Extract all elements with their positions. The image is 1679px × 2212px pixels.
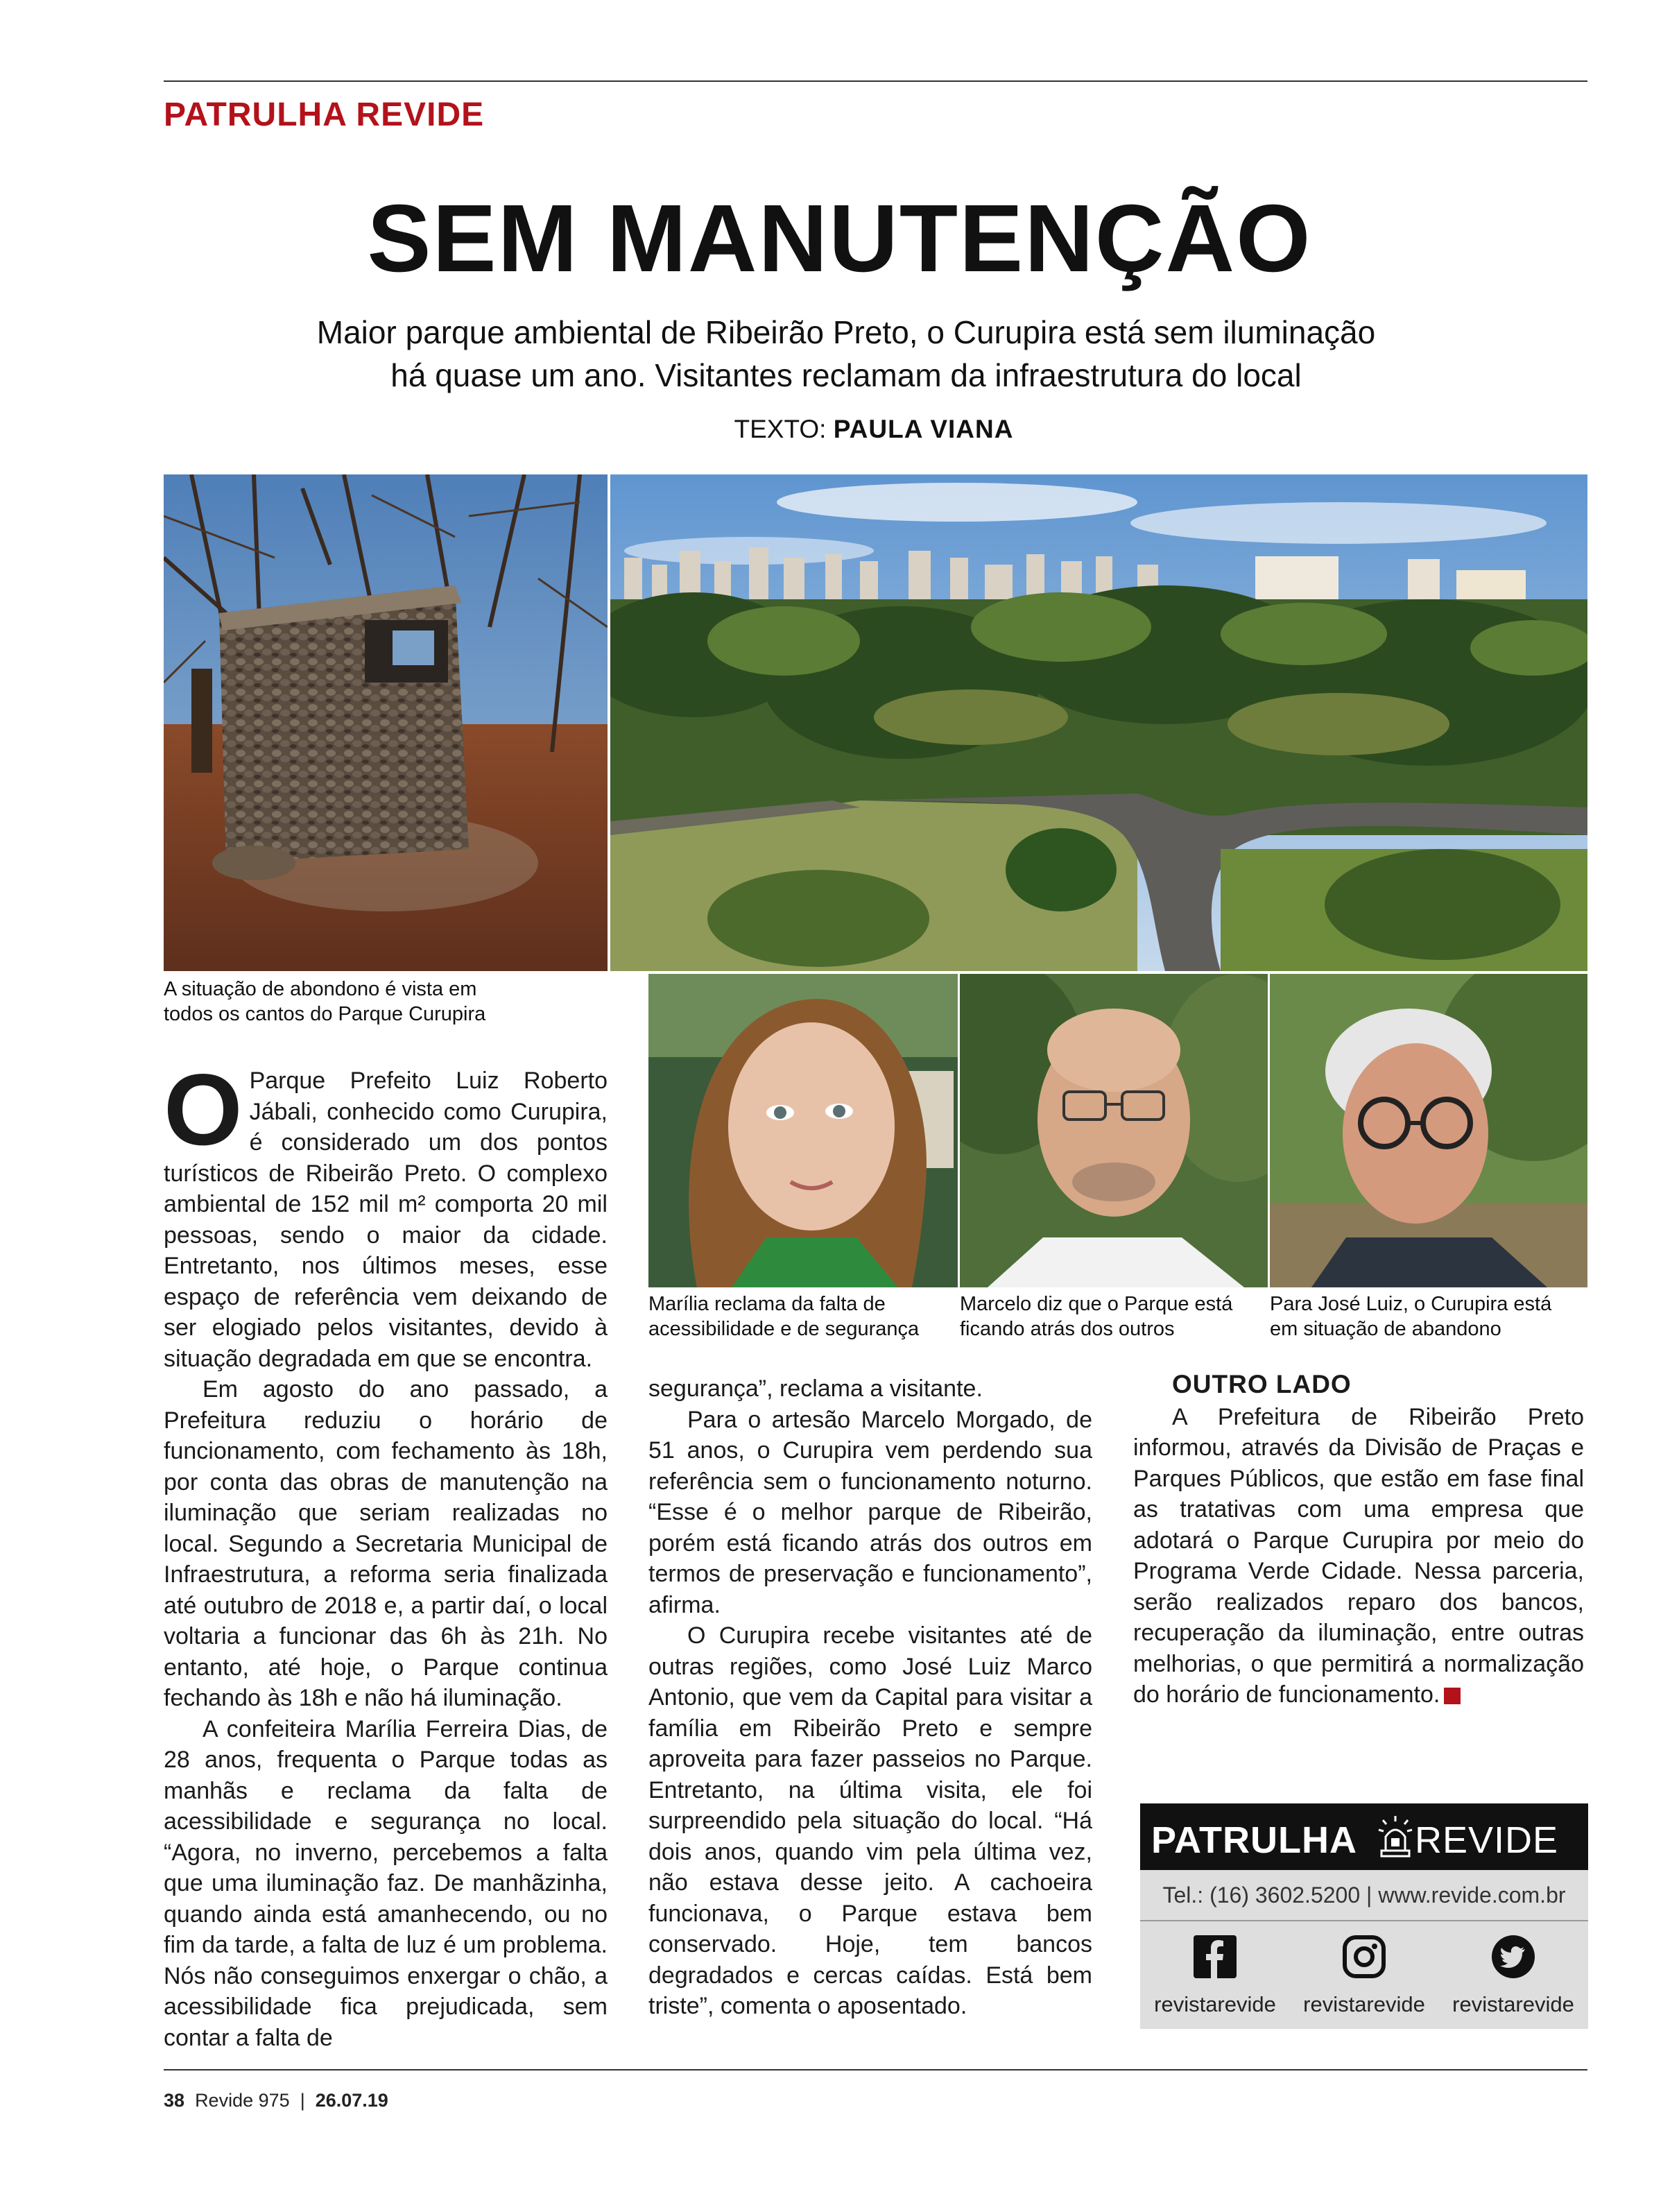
social-twitter[interactable] [1444,1935,1583,2017]
issue-date: 26.07.19 [315,2090,388,2111]
paragraph-text: A Prefeitura de Ribeirão Preto informou, através da Divisão de Praças e Parques Públicos, que estão em fase final as tratativas com uma empresa que adotará o Parque Curupira por meio do Programa Verde Cidade. Nessa parceria, serão realizados reparo dos bancos, recuperação da iluminação, entre outras melhorias, o que permitirá a normalização do horário de funcionamento. [1133,1403,1584,1708]
social-handle: revistarevide [1154,1992,1276,2016]
patrulha-promo-box [1140,1803,1588,2029]
headline: SEM MANUTENÇÃO [367,185,1312,292]
ruin-photo-caption [164,977,485,1027]
social-facebook[interactable] [1146,1935,1284,2017]
paragraph [164,1053,608,1374]
byline [0,415,1679,444]
twitter-icon [1492,1935,1535,1978]
page-number: 38 [164,2090,185,2111]
caption-line: Marília reclama da falta de [648,1293,886,1315]
paragraph: Para o artesão Marcelo Morgado, de 51 anos, o Curupira vem perdendo sua referência sem o funcionamento noturno. “Esse é o melhor parque de Ribeirão, porém está ficando atrás dos outros em termos de preservação e funcionamento”, afirma. [648,1406,1092,1618]
byline-author: PAULA VIANA [833,415,1014,443]
ruin-photo [164,474,608,971]
social-handle: revistarevide [1452,1992,1574,2016]
promo-contact: Tel.: (16) 3602.5200 | www.revide.com.br [1162,1883,1566,1907]
bottom-rule [164,2069,1587,2070]
caption-line: A situação de abondono é vista em [164,978,477,1000]
caption-line: acessibilidade e de segurança [648,1318,920,1340]
jose-portrait [1270,974,1587,1287]
body-column-3 [1133,1369,1584,1711]
caption-line: Para José Luiz, o Curupira está [1270,1293,1552,1315]
caption-line: ficando atrás dos outros [960,1318,1175,1340]
promo-header [1140,1803,1588,1870]
end-mark-icon: R [1444,1688,1461,1704]
instagram-icon [1343,1935,1386,1978]
promo-divider [1140,1920,1588,1921]
paragraph [1133,1402,1584,1711]
paragraph-text: Parque Prefeito Luiz Roberto Jábali, conhecido como Curupira, é considerado um dos pontos turísticos de Ribeirão Preto. O complexo ambiental de 152 mil m² comporta 20 mil pessoas, sendo o maior da cidade. Entretanto, nos últimos meses, esse espaço de referência vem deixando de ser elogiado pelos visitantes, devido à situação degradada em que se encontra. [164,1068,608,1372]
marcelo-caption [960,1292,1232,1341]
magazine-issue: Revide 975 [195,2090,290,2111]
jose-caption [1270,1292,1551,1341]
marcelo-portrait [960,974,1268,1287]
promo-brand-light: REVIDE [1415,1819,1559,1861]
body-column-2 [648,1373,1092,2022]
paragraph: A confeiteira Marília Ferreira Dias, de 28 anos, frequenta o Parque todas as manhãs e reclama da falta de acessibilidade e segurança no local. “Agora, no inverno, percebemos a falta que uma iluminação faz. De manhãzinha, quando ainda está amanhecendo, ou no fim da tarde, a falta de luz é um problema. Nós não conseguimos enxergar o chão, a acessibilidade fica prejudicada, sem contar a falta de [164,1715,608,2051]
marilia-caption [648,1292,919,1341]
facebook-icon [1194,1935,1237,1978]
paragraph: segurança”, reclama a visitante. [648,1375,983,1402]
siren-icon [1377,1815,1413,1862]
marilia-portrait [648,974,958,1287]
caption-line: em situação de abandono [1270,1318,1501,1340]
deck [208,311,1484,397]
dropcap: O [164,1053,243,1166]
promo-brand-bold: PATRULHA [1151,1819,1357,1861]
caption-line: todos os cantos do Parque Curupira [164,1003,486,1025]
paragraph: O Curupira recebe visitantes até de outras regiões, como José Luiz Marco Antonio, que vem da Capital para visitar a família em Ribeirão Preto e sempre aproveita para fazer passeios no Parque. Entretanto, na última visita, ele foi surpreendido pela situação do local. “Há dois anos, quando vim pela última vez, não estava desse jeito. A cachoeira funcionava, o Parque estava bem conservado. Hoje, tem bancos degradados e cercas caídas. Está bem triste”, comenta o aposentado. [648,1622,1092,2019]
paragraph: Em agosto do ano passado, a Prefeitura reduziu o horário de funcionamento, com fechamento às 18h, por conta das obras de manutenção na iluminação que seriam realizadas no local. Segundo a Secretaria Municipal de Infraestrutura, a reforma seria finalizada até outubro de 2018 e, a partir daí, o local voltaria a funcionar das 6h às 21h. No entanto, até hoje, o Parque continua fechando às 18h e não há iluminação. [164,1376,608,1711]
body-column-1 [164,1053,608,2053]
deck-line-2: há quase um ano. Visitantes reclamam da infraestrutura do local [390,357,1302,393]
subhead: OUTRO LADO [1172,1370,1352,1398]
section-label: PATRULHA REVIDE [164,96,485,133]
byline-label: TEXTO: [734,415,834,443]
park-panorama-photo [610,474,1587,971]
caption-line: Marcelo diz que o Parque está [960,1293,1233,1315]
social-handle: revistarevide [1303,1992,1425,2016]
top-rule [164,80,1587,82]
page-footer [164,2090,388,2111]
social-instagram[interactable] [1295,1935,1433,2017]
deck-line-1: Maior parque ambiental de Ribeirão Preto, o Curupira está sem iluminação [316,314,1376,350]
footer-separator: | [300,2090,305,2111]
